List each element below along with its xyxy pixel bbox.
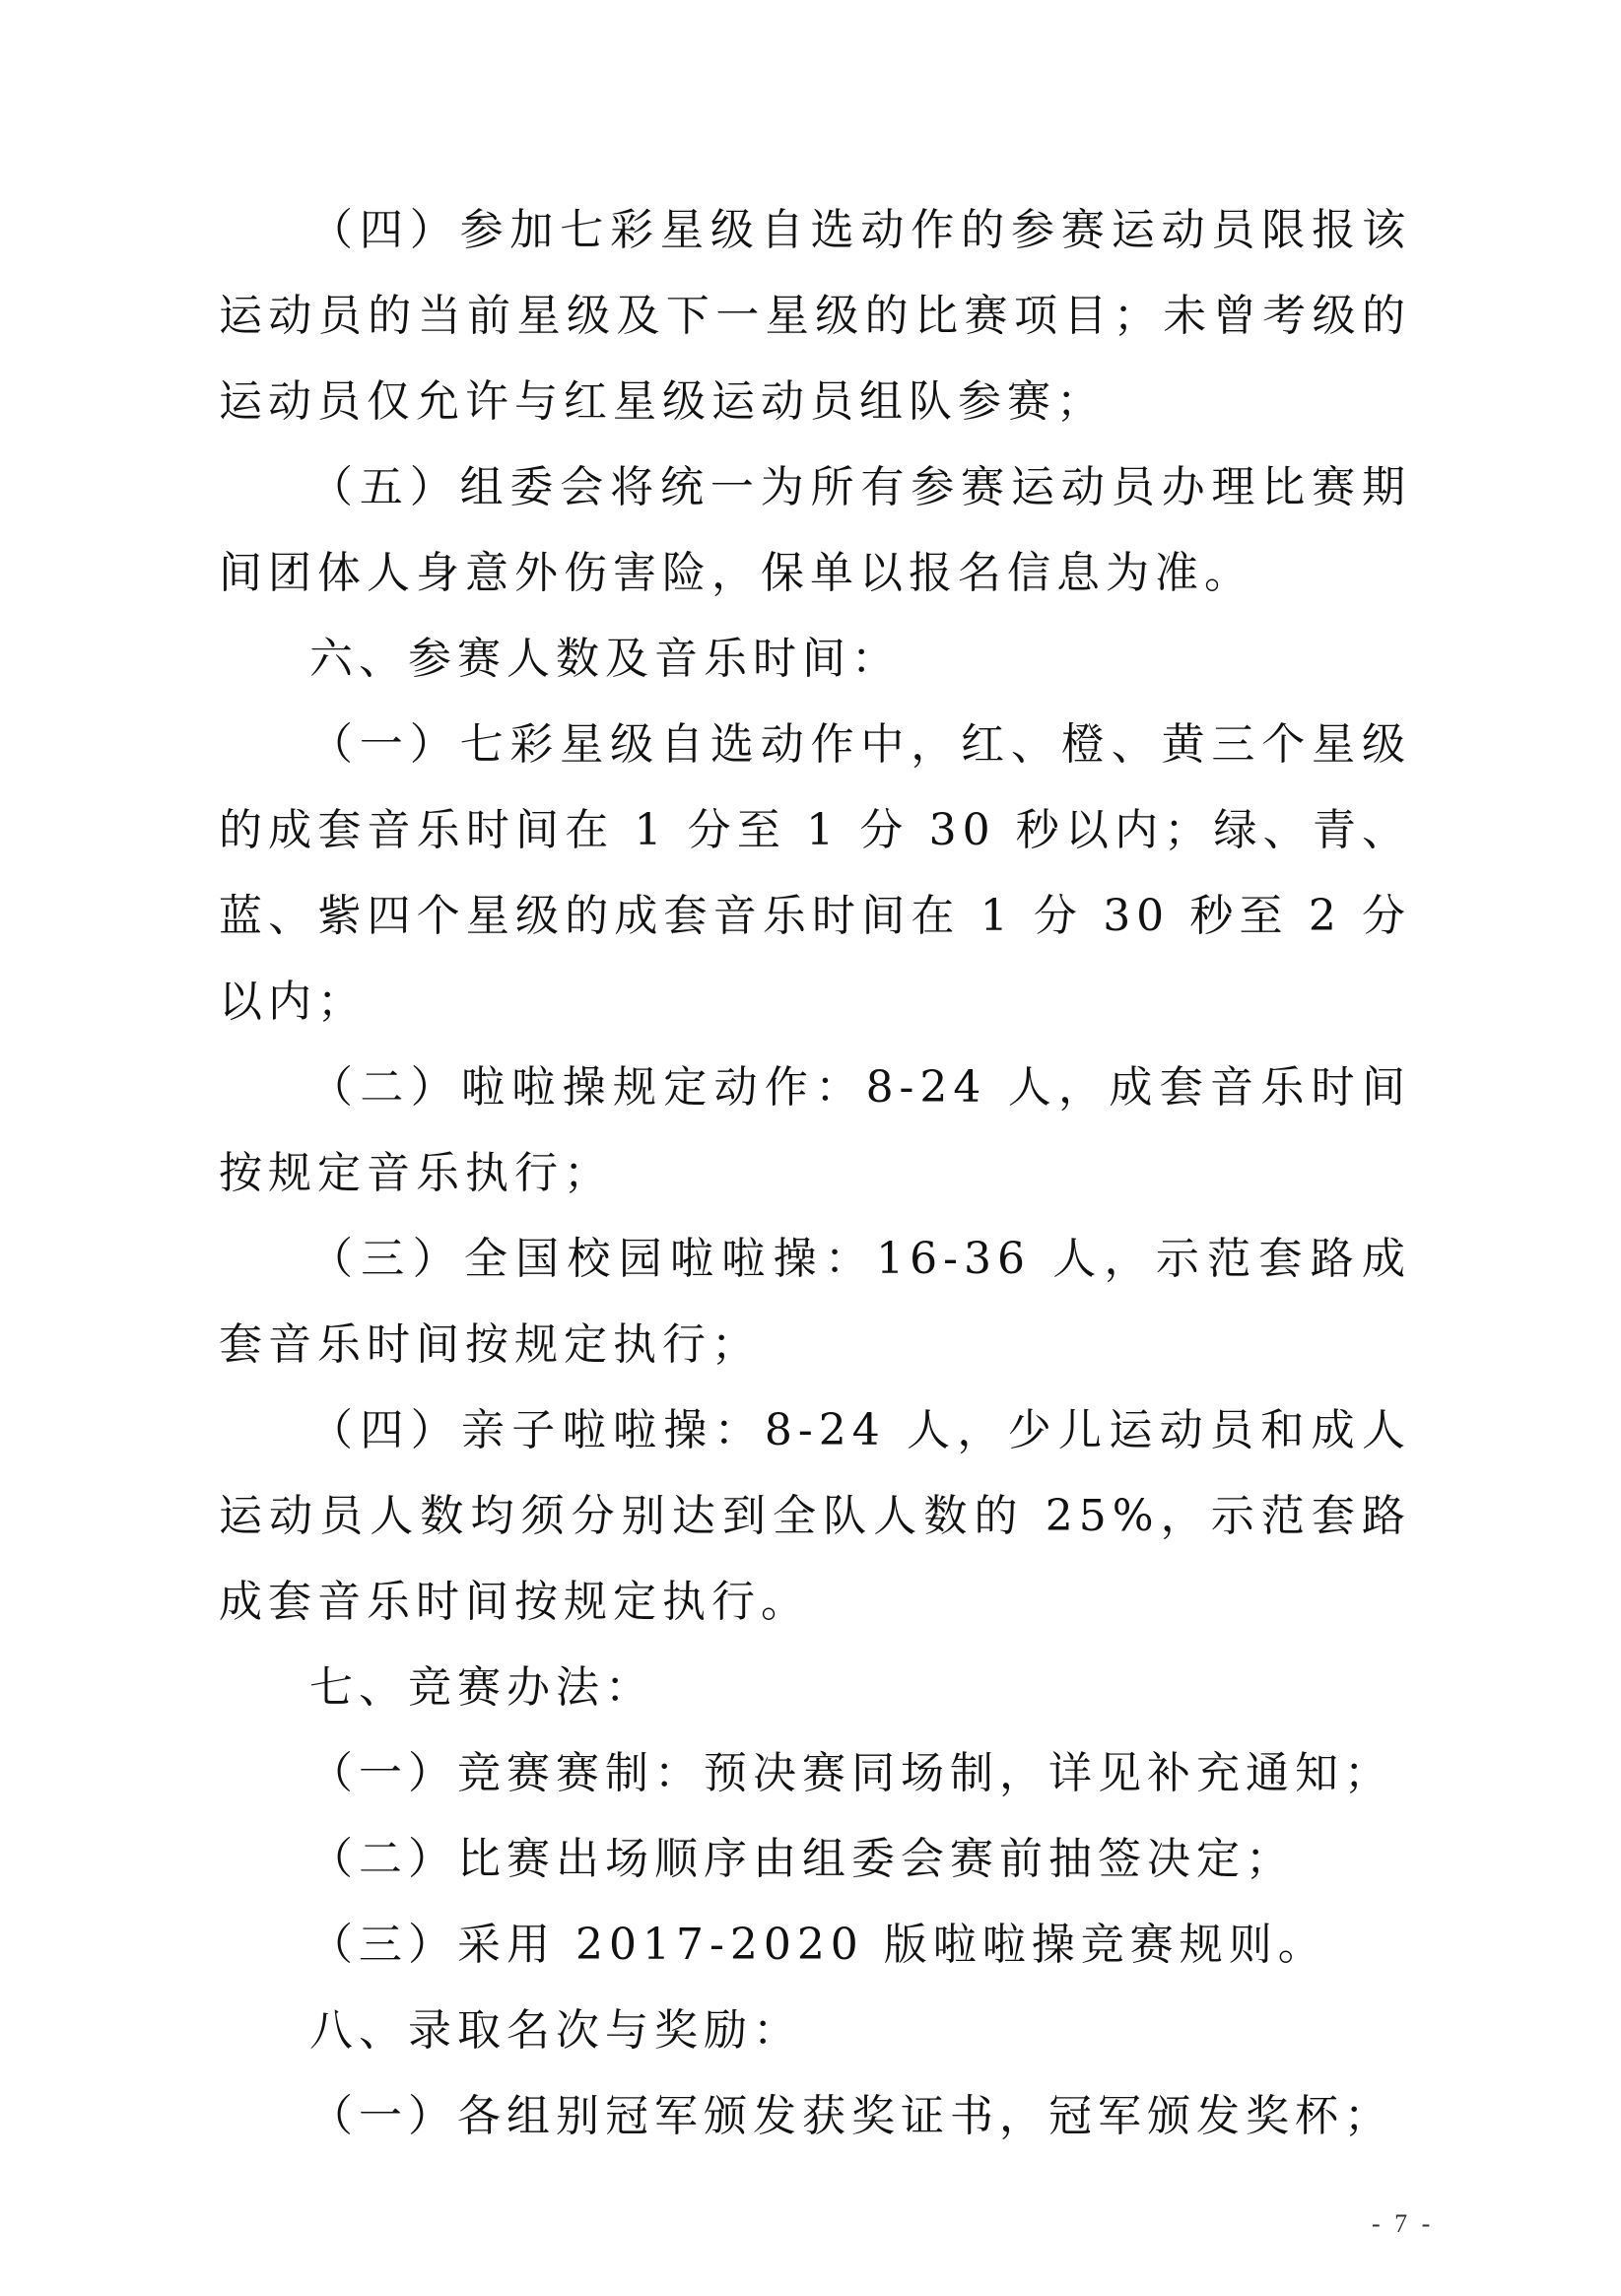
paragraph-parent-child-cheer: （四）亲子啦啦操：8-24 人，少儿运动员和成人运动员人数均须分别达到全队人数的 25%，示范套路成套音乐时间按规定执行。	[219, 1405, 1411, 1627]
page-number: - 7 -	[1372, 2209, 1435, 2238]
document-body	[219, 187, 1411, 2159]
paragraph-music-time-star: （一）七彩星级自选动作中，红、橙、黄三个星级的成套音乐时间在 1 分至 1 分 30 秒以内；绿、青、蓝、紫四个星级的成套音乐时间在 1 分 30 秒至 2 分以内；	[219, 719, 1411, 1027]
paragraph-item-5-insurance: （五）组委会将统一为所有参赛运动员办理比赛期间团体人身意外伤害险，保单以报名信息为准。	[219, 462, 1411, 598]
paragraph-rules-version: （三）采用 2017-2020 版啦啦操竞赛规则。	[309, 1920, 1327, 1970]
paragraph-cheer-required: （二）啦啦操规定动作：8-24 人，成套音乐时间按规定音乐执行；	[219, 1062, 1411, 1198]
paragraph-competition-format: （一）竞赛赛制：预决赛同场制，详见补充通知；	[309, 1748, 1393, 1798]
section-heading-7: 七、竞赛办法：	[309, 1662, 654, 1713]
section-heading-6: 六、参赛人数及音乐时间：	[309, 634, 901, 684]
paragraph-item-4-star-restriction: （四）参加七彩星级自选动作的参赛运动员限报该运动员的当前星级及下一星级的比赛项目；未曾考级的运动员仅允许与红星级运动员组队参赛；	[219, 205, 1411, 427]
paragraph-campus-cheer: （三）全国校园啦啦操：16-36 人，示范套路成套音乐时间按规定执行；	[219, 1234, 1411, 1370]
paragraph-awards: （一）各组别冠军颁发获奖证书，冠军颁发奖杯；	[309, 2091, 1393, 2141]
section-heading-8: 八、录取名次与奖励：	[309, 2005, 802, 2056]
paragraph-draw-order: （二）比赛出场顺序由组委会赛前抽签决定；	[309, 1834, 1295, 1884]
